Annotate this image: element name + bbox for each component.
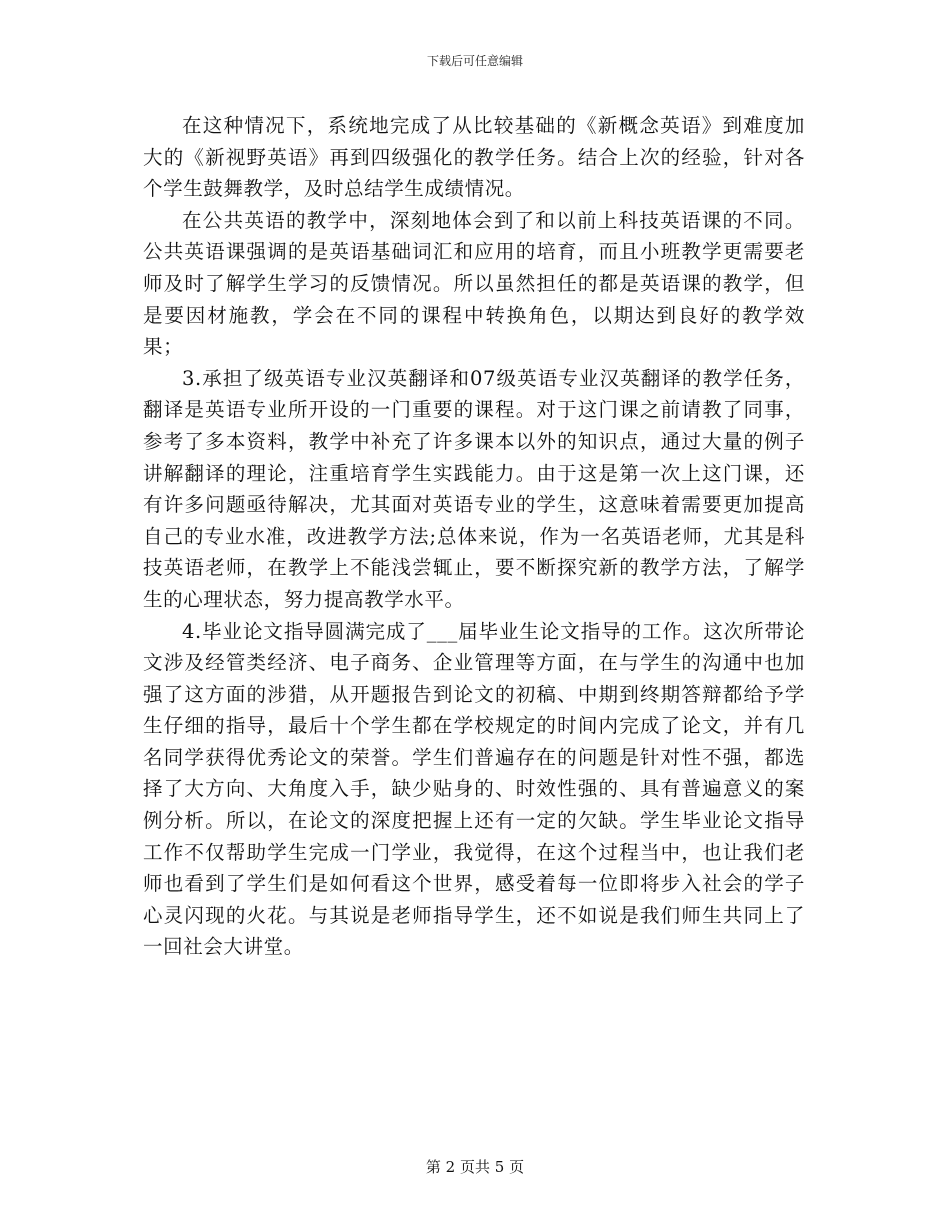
page-header: 下载后可任意编辑	[426, 54, 523, 68]
page-footer: 第 2 页共 5 页	[425, 1158, 525, 1176]
paragraph-thesis-guidance: 4.毕业论文指导圆满完成了___届毕业生论文指导的工作。这次所带论文涉及经管类经济、电子商务、企业管理等方面，在与学生的沟通中也加强了这方面的涉猎，从开题报告到论文的初稿、中期到终期答辩都给予学生仔细的指导，最后十个学生都在学校规定的时间内完成了论文，并有几名同学获得优秀论文的荣誉。学生们普遍存在的问题是针对性不强，都选择了大方向、大角度入手，缺少贴身的、时效性强的、具有普遍意义的案例分析。所以，在论文的深度把握上还有一定的欠缺。学生毕业论文指导工作不仅帮助学生完成一门学业，我觉得，在这个过程当中，也让我们老师也看到了学生们是如何看这个世界，感受着每一位即将步入社会的学子心灵闪现的火花。与其说是老师指导学生，还不如说是我们师生共同上了一回社会大讲堂。	[143, 619, 805, 959]
document-body	[143, 110, 805, 963]
paragraph-public-english: 在公共英语的教学中，深刻地体会到了和以前上科技英语课的不同。公共英语课强调的是英语基础词汇和应用的培育，而且小班教学更需要老师及时了解学生学习的反馈情况。所以虽然担任的都是英语课的教学，但是要因材施教，学会在不同的课程中转换角色，以期达到良好的教学效果；	[143, 208, 805, 359]
paragraph-translation-course: 3.承担了级英语专业汉英翻译和07级英语专业汉英翻译的教学任务，翻译是英语专业所开设的一门重要的课程。对于这门课之前请教了同事，参考了多本资料，教学中补充了许多课本以外的知识点，通过大量的例子讲解翻译的理论，注重培育学生实践能力。由于这是第一次上这门课，还有许多问题亟待解决，尤其面对英语专业的学生，这意味着需要更加提高自己的专业水准，改进教学方法;总体来说，作为一名英语老师，尤其是科技英语老师，在教学上不能浅尝辄止，要不断探究新的教学方法，了解学生的心理状态，努力提高教学水平。	[143, 366, 805, 611]
paragraph-course-progression: 在这种情况下，系统地完成了从比较基础的《新概念英语》到难度加大的《新视野英语》再到四级强化的教学任务。结合上次的经验，针对各个学生鼓舞教学，及时总结学生成绩情况。	[143, 114, 805, 201]
